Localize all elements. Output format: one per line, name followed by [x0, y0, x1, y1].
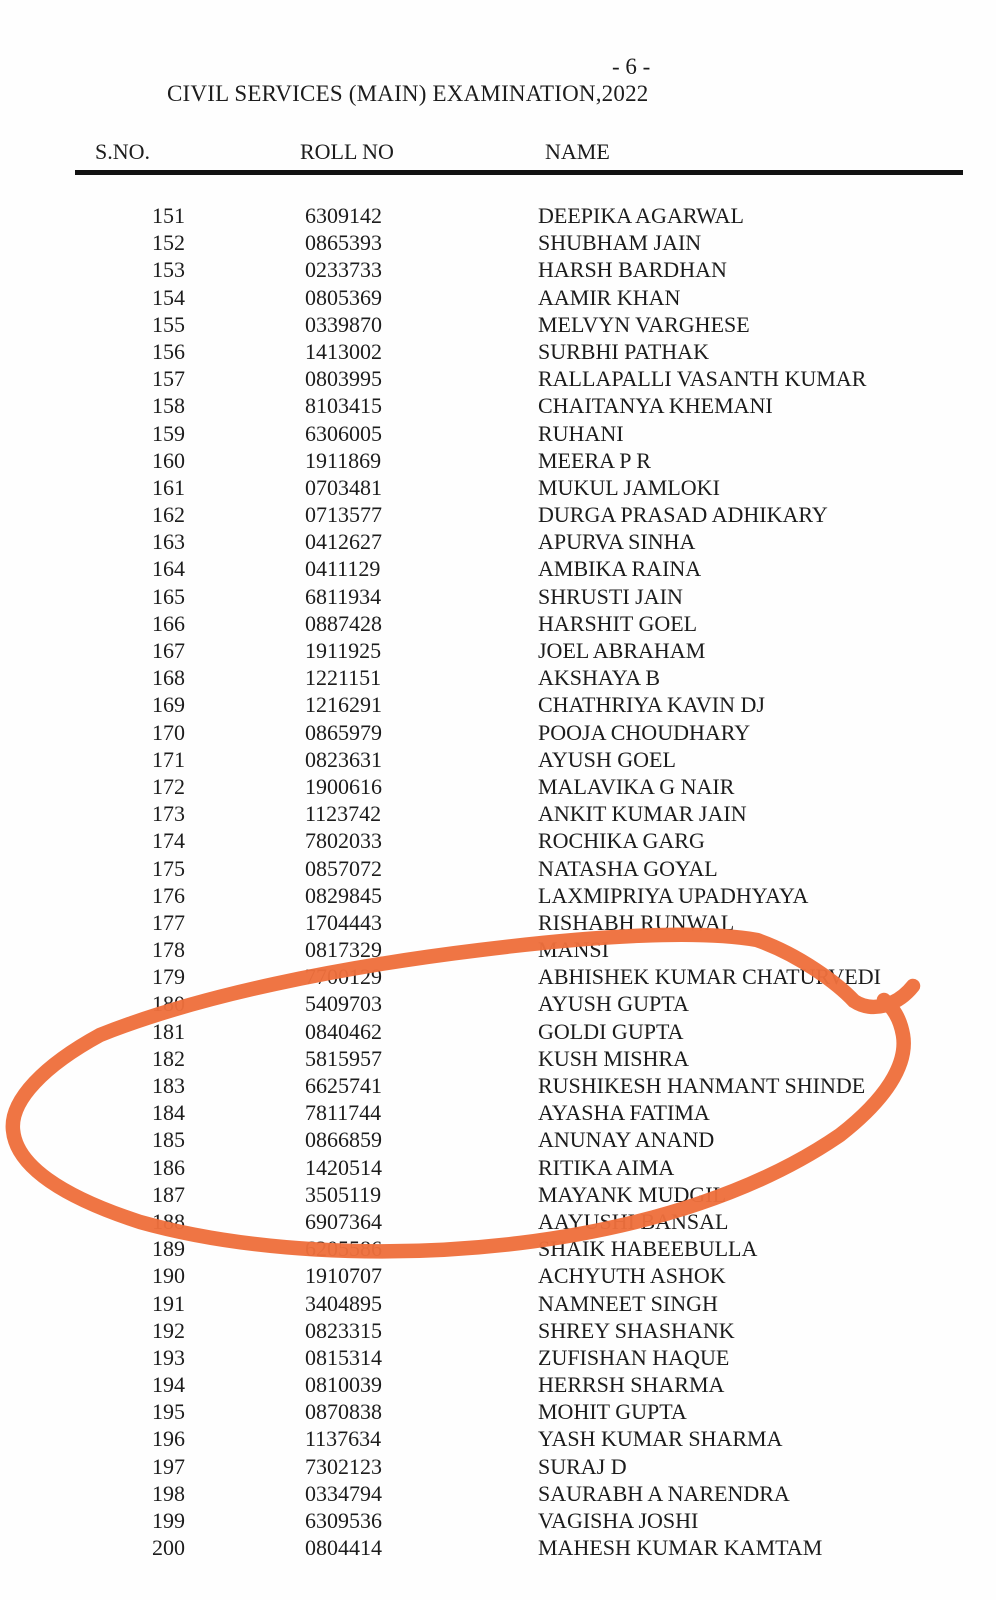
name-cell: ZUFISHAN HAQUE: [538, 1344, 730, 1370]
table-row: [0, 1398, 996, 1425]
table-row: [0, 990, 996, 1017]
name-cell: SHREY SHASHANK: [538, 1317, 735, 1343]
table-row: [0, 501, 996, 528]
results-table-body: [0, 202, 996, 1561]
name-cell: MOHIT GUPTA: [538, 1399, 687, 1425]
table-row: [0, 1235, 996, 1262]
table-row: [0, 909, 996, 936]
name-cell: DURGA PRASAD ADHIKARY: [538, 502, 828, 528]
name-cell: AYASHA FATIMA: [538, 1100, 710, 1126]
roll-cell: 0823315: [305, 1317, 382, 1343]
roll-cell: 0713577: [305, 502, 382, 528]
table-row: [0, 1507, 996, 1534]
sno-cell: 163: [152, 529, 185, 555]
table-row: [0, 311, 996, 338]
name-cell: MAYANK MUDGIL: [538, 1181, 727, 1207]
name-cell: MAHESH KUMAR KAMTAM: [538, 1535, 823, 1561]
roll-cell: 1911869: [305, 447, 382, 473]
sno-cell: 160: [152, 447, 185, 473]
doc-title: CIVIL SERVICES (MAIN) EXAMINATION,2022: [167, 81, 649, 106]
roll-cell: 0411129: [305, 556, 381, 582]
roll-cell: 0810039: [305, 1372, 382, 1398]
name-cell: HERRSH SHARMA: [538, 1372, 725, 1398]
sno-cell: 198: [152, 1480, 185, 1506]
sno-cell: 186: [152, 1154, 185, 1180]
table-row: [0, 963, 996, 990]
table-row: [0, 1480, 996, 1507]
table-row: [0, 1208, 996, 1235]
roll-cell: 7811744: [305, 1100, 382, 1126]
sno-cell: 155: [152, 311, 185, 337]
name-cell: AYUSH GUPTA: [538, 991, 689, 1017]
table-row: [0, 746, 996, 773]
roll-cell: 1413002: [305, 338, 382, 364]
roll-cell: 6811934: [305, 583, 382, 609]
roll-cell: 6205586: [305, 1236, 382, 1262]
name-cell: CHATHRIYA KAVIN DJ: [538, 692, 765, 718]
table-row: [0, 1425, 996, 1452]
name-cell: NAMNEET SINGH: [538, 1290, 718, 1316]
roll-cell: 0703481: [305, 474, 382, 500]
table-row: [0, 284, 996, 311]
name-cell: VAGISHA JOSHI: [538, 1508, 699, 1533]
table-row: [0, 610, 996, 637]
sno-cell: 178: [152, 937, 185, 963]
roll-cell: 0840462: [305, 1018, 382, 1044]
name-cell: HARSH BARDHAN: [538, 257, 727, 283]
header-rule: [75, 170, 963, 175]
sno-cell: 192: [152, 1317, 185, 1343]
sno-cell: 167: [152, 638, 185, 663]
name-cell: POOJA CHOUDHARY: [538, 719, 751, 745]
sno-cell: 197: [152, 1453, 185, 1479]
table-row: [0, 1371, 996, 1398]
table-row: [0, 229, 996, 256]
roll-cell: 1221151: [305, 665, 382, 691]
roll-cell: 3505119: [305, 1181, 382, 1207]
sno-cell: 184: [152, 1100, 185, 1126]
sno-cell: 170: [152, 719, 185, 745]
table-row: [0, 1317, 996, 1344]
roll-cell: 0866859: [305, 1127, 382, 1153]
name-cell: APURVA SINHA: [538, 529, 696, 555]
sno-cell: 193: [152, 1344, 185, 1370]
table-row: [0, 1453, 996, 1480]
name-cell: SURAJ D: [538, 1453, 627, 1479]
roll-cell: 0339870: [305, 311, 382, 337]
table-row: [0, 555, 996, 582]
table-row: [0, 827, 996, 854]
name-cell: ABHISHEK KUMAR CHATURVEDI: [538, 964, 881, 990]
roll-cell: 7700129: [305, 964, 382, 990]
col-header-name: NAME: [545, 139, 610, 164]
roll-cell: 6309536: [305, 1508, 382, 1533]
table-row: [0, 583, 996, 610]
name-cell: AAYUSHI BANSAL: [538, 1208, 729, 1234]
name-cell: JOEL ABRAHAM: [538, 638, 706, 663]
name-cell: RUSHIKESH HANMANT SHINDE: [538, 1073, 866, 1098]
roll-cell: 0233733: [305, 257, 382, 283]
col-header-sno: S.NO.: [95, 139, 151, 164]
table-row: [0, 474, 996, 501]
roll-cell: 0803995: [305, 366, 382, 392]
name-cell: SHUBHAM JAIN: [538, 230, 702, 256]
sno-cell: 156: [152, 338, 185, 364]
sno-cell: 169: [152, 692, 185, 718]
roll-cell: 0829845: [305, 882, 382, 908]
roll-cell: 6309142: [305, 203, 382, 228]
name-cell: RUHANI: [538, 420, 624, 446]
roll-cell: 0865979: [305, 719, 382, 745]
sno-cell: 194: [152, 1372, 185, 1398]
sno-cell: 191: [152, 1290, 185, 1316]
name-cell: MANSI: [538, 937, 609, 963]
roll-cell: 6306005: [305, 420, 382, 446]
roll-cell: 1216291: [305, 692, 382, 718]
name-cell: AYUSH GOEL: [538, 746, 676, 772]
name-cell: SURBHI PATHAK: [538, 338, 709, 364]
roll-cell: 0805369: [305, 284, 382, 310]
name-cell: YASH KUMAR SHARMA: [538, 1426, 783, 1452]
table-row: [0, 1099, 996, 1126]
table-row: [0, 773, 996, 800]
sno-cell: 180: [152, 991, 185, 1017]
table-row: [0, 256, 996, 283]
name-cell: AAMIR KHAN: [538, 284, 681, 310]
sno-cell: 162: [152, 502, 185, 528]
name-cell: MUKUL JAMLOKI: [538, 474, 720, 500]
roll-cell: 8103415: [305, 393, 382, 419]
name-cell: ROCHIKA GARG: [538, 828, 705, 854]
table-row: [0, 202, 996, 229]
sno-cell: 173: [152, 801, 185, 827]
sno-cell: 168: [152, 665, 185, 691]
sno-cell: 188: [152, 1208, 185, 1234]
table-row: [0, 637, 996, 664]
sno-cell: 161: [152, 474, 185, 500]
table-row: [0, 1290, 996, 1317]
table-row: [0, 447, 996, 474]
name-cell: SHAIK HABEEBULLA: [538, 1236, 758, 1262]
roll-cell: 1123742: [305, 801, 382, 827]
sno-cell: 164: [152, 556, 185, 582]
sno-cell: 154: [152, 284, 185, 310]
roll-cell: 1420514: [305, 1154, 382, 1180]
sno-cell: 185: [152, 1127, 185, 1153]
sno-cell: 195: [152, 1399, 185, 1425]
table-row: [0, 1126, 996, 1153]
table-row: [0, 1018, 996, 1045]
roll-cell: 1911925: [305, 638, 382, 663]
name-cell: AKSHAYA B: [538, 665, 661, 691]
roll-cell: 1910707: [305, 1263, 382, 1289]
name-cell: MEERA P R: [538, 447, 651, 473]
roll-cell: 1704443: [305, 909, 382, 935]
name-cell: RALLAPALLI VASANTH KUMAR: [538, 366, 867, 392]
table-row: [0, 800, 996, 827]
table-row: [0, 719, 996, 746]
sno-cell: 172: [152, 773, 185, 799]
roll-cell: 0887428: [305, 610, 382, 636]
roll-cell: 0804414: [305, 1535, 382, 1561]
roll-cell: 7302123: [305, 1453, 382, 1479]
roll-cell: 6625741: [305, 1073, 382, 1098]
name-cell: SAURABH A NARENDRA: [538, 1480, 790, 1506]
name-cell: ANUNAY ANAND: [538, 1127, 715, 1153]
roll-cell: 5815957: [305, 1045, 382, 1071]
roll-cell: 0857072: [305, 855, 382, 881]
roll-cell: 6907364: [305, 1208, 382, 1234]
table-row: [0, 392, 996, 419]
sno-cell: 152: [152, 230, 185, 256]
name-cell: ACHYUTH ASHOK: [538, 1263, 726, 1289]
table-row: [0, 338, 996, 365]
sno-cell: 151: [152, 203, 185, 228]
roll-cell: 1900616: [305, 773, 382, 799]
name-cell: ANKIT KUMAR JAIN: [538, 801, 747, 827]
roll-cell: 0815314: [305, 1344, 382, 1370]
roll-cell: 0412627: [305, 529, 382, 555]
name-cell: CHAITANYA KHEMANI: [538, 393, 773, 419]
sno-cell: 181: [152, 1018, 185, 1044]
roll-cell: 0823631: [305, 746, 382, 772]
sno-cell: 157: [152, 366, 185, 392]
sno-cell: 176: [152, 882, 185, 908]
table-row: [0, 1154, 996, 1181]
sno-cell: 183: [152, 1073, 185, 1098]
name-cell: RISHABH RUNWAL: [538, 909, 735, 935]
sno-cell: 189: [152, 1236, 185, 1262]
name-cell: MALAVIKA G NAIR: [538, 773, 735, 799]
roll-cell: 1137634: [305, 1426, 382, 1452]
page-number: - 6 -: [612, 54, 651, 79]
table-row: [0, 882, 996, 909]
table-row: [0, 420, 996, 447]
roll-cell: 5409703: [305, 991, 382, 1017]
name-cell: KUSH MISHRA: [538, 1045, 689, 1071]
table-row: [0, 664, 996, 691]
roll-cell: 3404895: [305, 1290, 382, 1316]
name-cell: LAXMIPRIYA UPADHYAYA: [538, 882, 809, 908]
name-cell: NATASHA GOYAL: [538, 855, 718, 881]
sno-cell: 159: [152, 420, 185, 446]
sno-cell: 177: [152, 909, 185, 935]
table-row: [0, 1534, 996, 1561]
col-header-roll: ROLL NO: [300, 139, 394, 164]
table-row: [0, 936, 996, 963]
roll-cell: 0817329: [305, 937, 382, 963]
table-row: [0, 1344, 996, 1371]
sno-cell: 165: [152, 583, 185, 609]
sno-cell: 153: [152, 257, 185, 283]
table-row: [0, 855, 996, 882]
sno-cell: 166: [152, 610, 185, 636]
roll-cell: 0865393: [305, 230, 382, 256]
name-cell: MELVYN VARGHESE: [538, 311, 750, 337]
roll-cell: 0334794: [305, 1480, 382, 1506]
sno-cell: 171: [152, 746, 185, 772]
name-cell: DEEPIKA AGARWAL: [538, 203, 744, 228]
name-cell: AMBIKA RAINA: [538, 556, 702, 582]
sno-cell: 190: [152, 1263, 185, 1289]
sno-cell: 179: [152, 964, 185, 990]
name-cell: GOLDI GUPTA: [538, 1018, 684, 1044]
roll-cell: 0870838: [305, 1399, 382, 1425]
sno-cell: 175: [152, 855, 185, 881]
sno-cell: 174: [152, 828, 185, 854]
sno-cell: 200: [152, 1535, 185, 1561]
name-cell: SHRUSTI JAIN: [538, 583, 683, 609]
sno-cell: 196: [152, 1426, 185, 1452]
table-row: [0, 1045, 996, 1072]
sno-cell: 182: [152, 1045, 185, 1071]
table-row: [0, 528, 996, 555]
roll-cell: 7802033: [305, 828, 382, 854]
table-row: [0, 1262, 996, 1289]
table-row: [0, 691, 996, 718]
table-row: [0, 1181, 996, 1208]
sno-cell: 187: [152, 1181, 185, 1207]
table-row: [0, 365, 996, 392]
sno-cell: 158: [152, 393, 185, 419]
name-cell: RITIKA AIMA: [538, 1154, 675, 1180]
table-row: [0, 1072, 996, 1099]
name-cell: HARSHIT GOEL: [538, 610, 698, 636]
sno-cell: 199: [152, 1508, 185, 1533]
